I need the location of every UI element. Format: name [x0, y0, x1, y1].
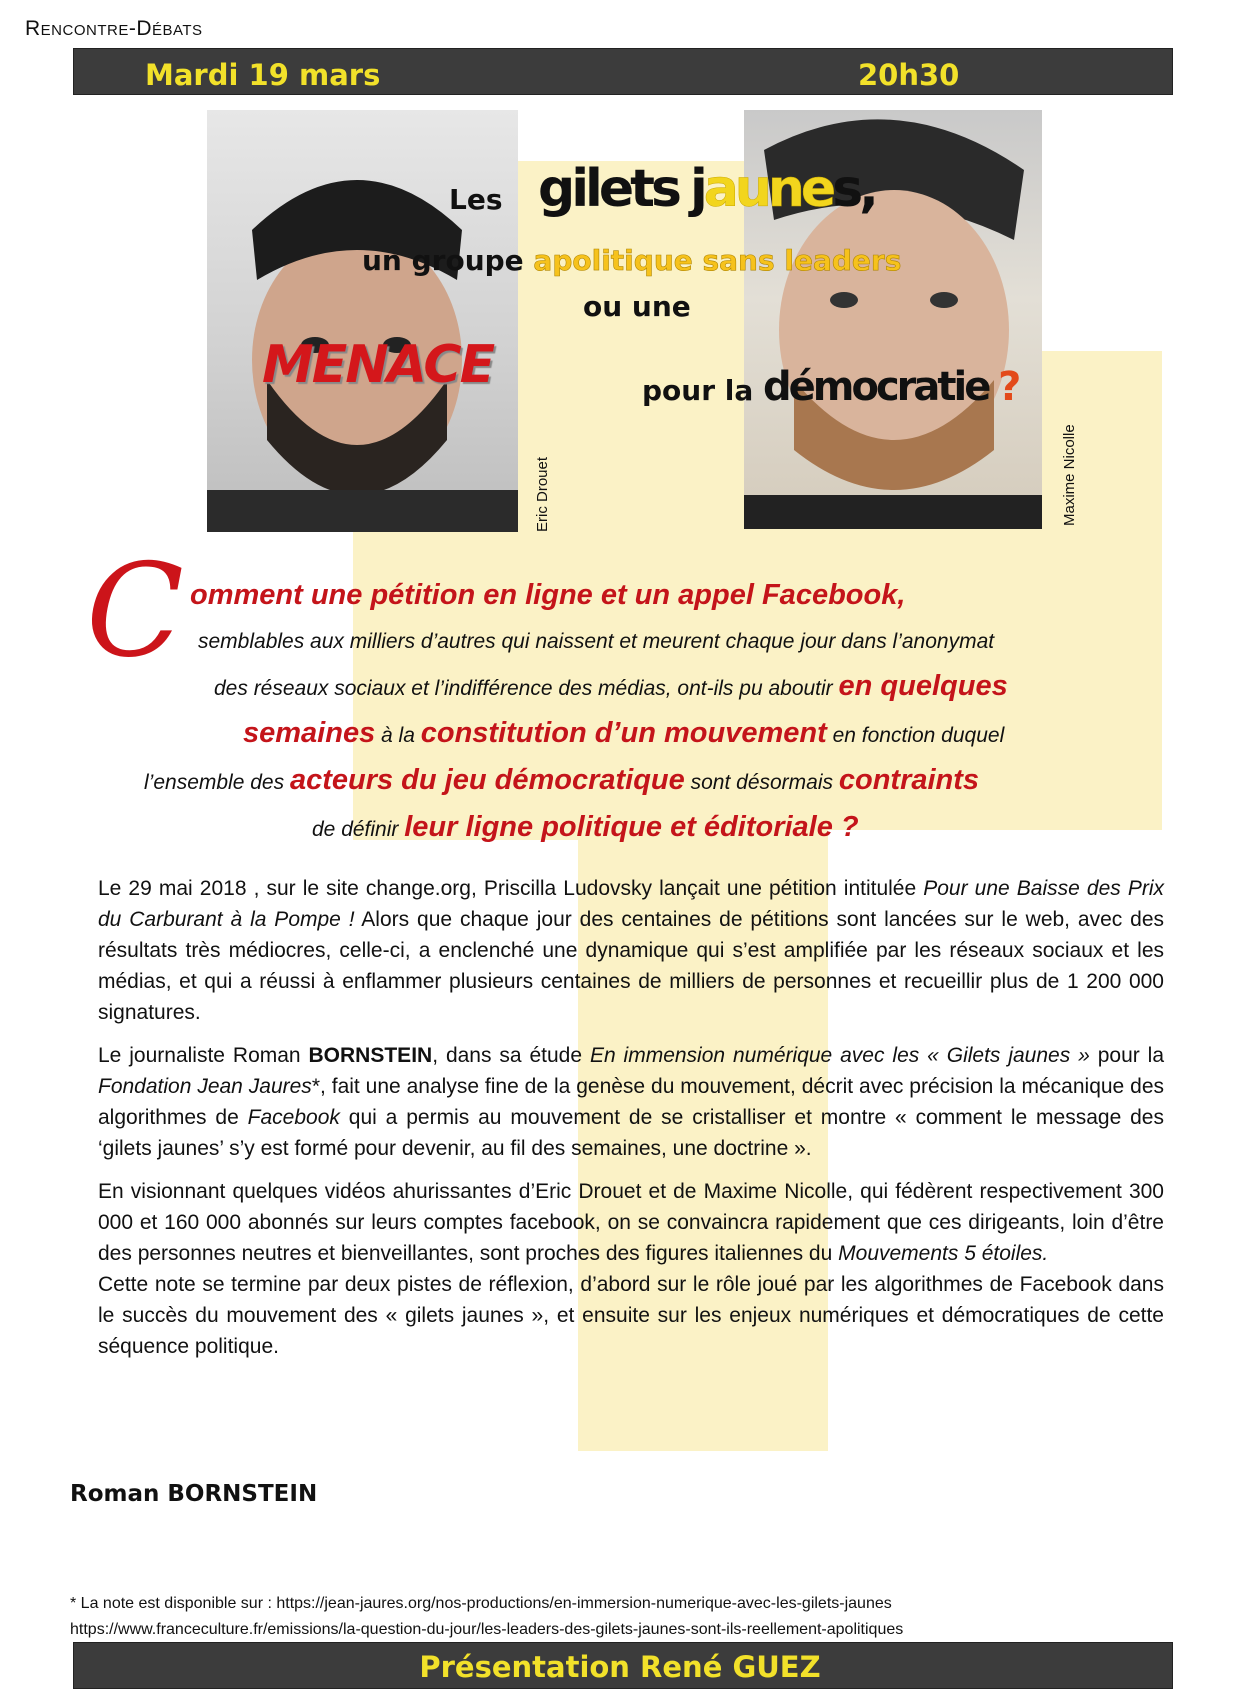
intro-line-6a: de définir — [312, 818, 399, 841]
article-body — [98, 873, 1164, 1374]
event-type-label: Rencontre-Débats — [25, 17, 203, 40]
drop-cap: C — [86, 537, 184, 686]
title-pour-la: pour la — [642, 374, 754, 407]
title-word-aune: aune — [703, 159, 833, 219]
intro-line-5c: sont désormais — [690, 771, 834, 794]
presenter: Présentation René GUEZ — [419, 1650, 821, 1684]
paragraph-3 — [98, 1176, 1164, 1269]
intro-line-6b: leur ligne politique et éditoriale ? — [404, 811, 859, 843]
intro-line-4b: à la — [381, 724, 415, 747]
p2-text-a: Le journaliste Roman — [98, 1044, 309, 1067]
intro-line-5d: contraints — [838, 764, 980, 796]
intro-line-4a: semaines — [243, 717, 376, 749]
p1-text-b: Alors que chaque jour des centaines de pétitions sont lancées sur le web, avec des résultats très médiocres, celle-ci, a enclenché une dynamique qui s’est amplifiée par les réseaux sociaux et les médias, et qui a réussi à enflammer plusieurs centaines de milliers de personnes et recueillir plus de 1 200 000 signatures. — [98, 908, 1165, 1024]
event-date: Mardi 19 mars — [145, 58, 381, 92]
title-letter-j: j — [689, 159, 704, 219]
footnote-1[interactable]: * La note est disponible sur : https://jean-jaures.org/nos-productions/en-immersion-numerique-avec-les-gilets-jaunes — [70, 1595, 892, 1612]
intro-line-2: semblables aux milliers d’autres qui naissent et meurent chaque jour dans l’anonymat — [198, 630, 995, 653]
title-gilets-jaunes — [538, 159, 875, 219]
title-word-gilets: gilets — [538, 159, 678, 219]
p2-text-f: qui a permis au mouvement de se cristalliser et montre « comment le message des ‘gilets jaunes’ s’y est formé pour devenir, au fil des semaines, une doctrine ». — [98, 1106, 1164, 1160]
intro-line-5b: acteurs du jeu démocratique — [289, 764, 685, 796]
caption-maxime-nicolle: Maxime Nicolle — [1061, 424, 1078, 526]
title-question-mark: ? — [998, 364, 1019, 410]
footnotes — [70, 1591, 903, 1643]
caption-eric-drouet: Eric Drouet — [534, 456, 551, 532]
title-menace: MENACE — [262, 335, 494, 395]
p2-foundation: Fondation Jean Jaures — [98, 1075, 312, 1098]
p2-text-c: , dans sa étude — [432, 1044, 590, 1067]
intro-line-3a: des réseaux sociaux et l’indifférence des médias, ont-ils pu aboutir — [214, 677, 833, 700]
portrait-left-icon — [207, 110, 518, 532]
photo-eric-drouet — [207, 110, 518, 532]
event-time: 20h30 — [858, 58, 960, 92]
title-democratie: démocratie — [763, 364, 989, 410]
title-un-groupe: un groupe — [362, 244, 524, 277]
p3-movement: Mouvements 5 étoiles. — [838, 1242, 1049, 1265]
paragraph-4: Cette note se termine par deux pistes de réflexion, d’abord sur le rôle joué par les algorithmes de Facebook dans le succès du mouvement des « gilets jaunes », et ensuite sur les enjeux numériques et démocratiques de cette séquence politique. — [98, 1273, 1164, 1358]
author-name: Roman BORNSTEIN — [70, 1481, 318, 1507]
title-apolitique: apolitique sans leaders — [533, 244, 902, 277]
intro-line-5a: l’ensemble des — [144, 771, 285, 794]
p1-title: Pour une Baisse des Prix du Carburant à la Pompe ! — [98, 877, 1164, 931]
p1-text-a: Le 29 mai 2018 , sur le site change.org, Priscilla Ludovsky lançait une pétition intitulée — [98, 877, 924, 900]
title-line-groupe — [362, 244, 901, 277]
title-letter-s: s, — [832, 159, 875, 219]
intro-line-4c: constitution d’un mouvement — [420, 717, 827, 749]
paragraph-2 — [98, 1040, 1164, 1164]
footnote-2[interactable]: https://www.franceculture.fr/emissions/la-question-du-jour/les-leaders-des-gilets-jaunes-sont-ils-reellement-apolitiques — [70, 1621, 904, 1638]
p2-text-d: pour la — [1089, 1044, 1165, 1067]
title-ou-une: ou une — [583, 290, 691, 323]
intro-line-3b: en quelques — [838, 670, 1008, 702]
p3-text-a: En visionnant quelques vidéos ahurissantes d’Eric Drouet et de Maxime Nicolle, qui fédèrent respectivement 300 000 et 160 000 abonnés sur leurs comptes facebook, on se convaincra rapidement que ces dirigeants, loin d’être des personnes neutres et bienveillantes, sont proches des figures italiennes du — [98, 1180, 1164, 1265]
p2-author-name: BORNSTEIN — [308, 1044, 433, 1067]
title-line-democratie — [642, 364, 1018, 410]
intro-question — [140, 573, 1170, 852]
p2-study-title: En immension numérique avec les « Gilets jaunes » — [589, 1044, 1090, 1067]
p2-text-e: *, fait une analyse fine de la genèse du mouvement, décrit avec précision la mécanique des algorithmes de — [98, 1075, 1165, 1129]
intro-line-1: omment une pétition en ligne et un appel Facebook, — [190, 579, 906, 611]
p2-facebook: Facebook — [247, 1106, 340, 1129]
title-les: Les — [449, 183, 503, 216]
intro-line-4d: en fonction duquel — [832, 724, 1005, 747]
paragraph-1 — [98, 873, 1164, 1028]
